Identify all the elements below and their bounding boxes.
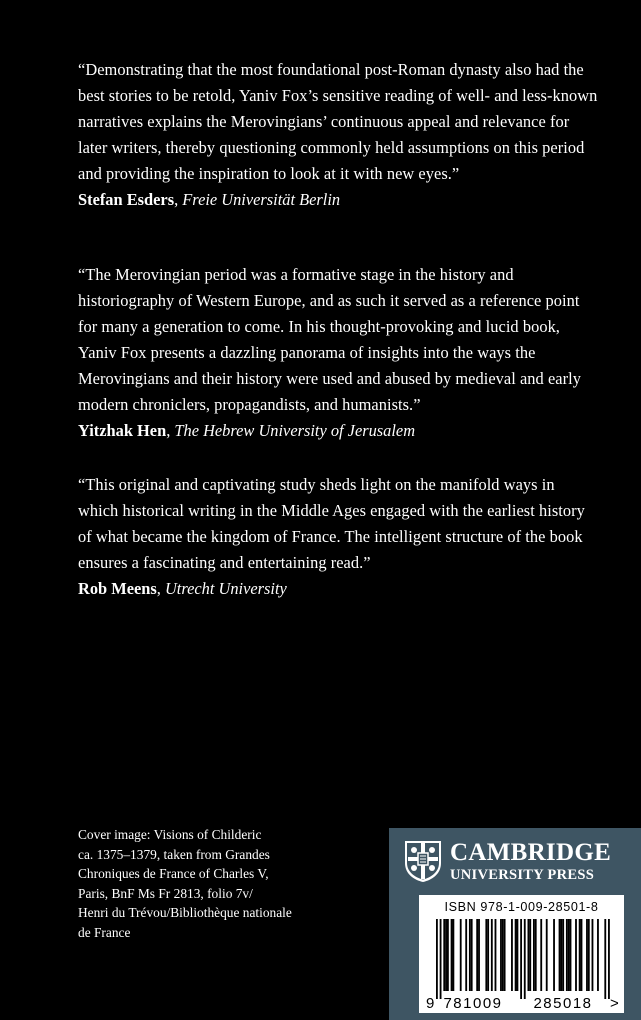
barcode-bar — [471, 919, 473, 991]
barcode-bar — [452, 919, 454, 991]
attribution — [78, 576, 598, 602]
barcode-left-digits: 781009 — [443, 995, 503, 1012]
barcode-bar — [592, 919, 594, 991]
cambridge-crest-icon — [403, 839, 443, 883]
credit-line: Paris, BnF Ms Fr 2813, folio 7v/ — [78, 885, 253, 901]
barcode-bar — [586, 919, 588, 991]
quote-text: “This original and captivating study sheds light on the manifold ways in which historical writing in the Middle Ages engaged with the earliest history of what became the kingdom of France. The intelligent structure of the book ensures a fascinating and entertaining read.” — [78, 475, 585, 572]
barcode-bar — [445, 919, 447, 991]
barcode-bar — [476, 919, 478, 991]
barcode-guard-bar — [524, 919, 526, 999]
attribution — [78, 418, 598, 444]
barcode-bar — [504, 919, 506, 991]
cover-image-credit — [78, 825, 323, 943]
barcode-bar — [495, 919, 497, 991]
attribution-institution: Freie Universität Berlin — [182, 190, 341, 209]
barcode-bar — [566, 919, 568, 991]
attribution — [78, 187, 598, 213]
barcode-bar — [451, 919, 453, 991]
barcode-bar — [500, 919, 502, 991]
attribution-separator: , — [156, 579, 165, 598]
credit-line: ca. 1375–1379, taken from Grandes — [78, 846, 270, 862]
quote-block-2 — [78, 262, 598, 444]
barcode-bar — [570, 919, 572, 991]
barcode-bar — [579, 919, 581, 991]
barcode-bar — [533, 919, 535, 991]
attribution-institution: Utrecht University — [164, 579, 287, 598]
isbn-label: ISBN 978-1-009-28501-8 — [444, 900, 599, 914]
barcode-guard-bar — [520, 919, 522, 999]
barcode — [419, 895, 624, 1013]
barcode-box — [419, 895, 624, 1013]
barcode-bar — [559, 919, 561, 991]
publisher-wordmark — [450, 839, 611, 884]
barcode-guard-bar — [604, 919, 606, 999]
barcode-bar — [560, 919, 562, 991]
attribution-institution: The Hebrew University of Jerusalem — [174, 421, 416, 440]
barcode-bar — [460, 919, 462, 991]
barcode-bar — [581, 919, 583, 991]
barcode-bar — [485, 919, 487, 991]
attribution-name: Rob Meens — [78, 579, 157, 598]
barcode-bar — [588, 919, 590, 991]
barcode-bar — [469, 919, 471, 991]
attribution-name: Stefan Esders — [78, 190, 175, 209]
publisher-logo — [403, 839, 611, 884]
barcode-guard-bar — [440, 919, 442, 999]
barcode-guard-bar — [608, 919, 610, 999]
barcode-bar — [540, 919, 542, 991]
barcode-bar — [528, 919, 530, 991]
barcode-bar — [487, 919, 489, 991]
attribution-separator: , — [166, 421, 175, 440]
barcode-bar — [491, 919, 493, 991]
barcode-right-digits: 285018 — [533, 995, 593, 1012]
barcode-bar — [478, 919, 480, 991]
attribution-separator: , — [174, 190, 183, 209]
publisher-name: CAMBRIDGE — [450, 839, 612, 866]
barcode-bar — [447, 919, 449, 991]
credit-line: Henri du Trévou/Bibliothèque nationale — [78, 905, 292, 921]
barcode-bar — [568, 919, 570, 991]
quote-block-3 — [78, 472, 598, 602]
barcode-bar — [443, 919, 445, 991]
barcode-bar — [529, 919, 531, 991]
barcode-bar — [511, 919, 513, 991]
barcode-bars — [436, 919, 610, 999]
quote-block-1 — [78, 57, 598, 213]
publisher-panel — [389, 828, 641, 1020]
barcode-bar — [517, 919, 519, 991]
barcode-bar — [575, 919, 577, 991]
attribution-name: Yitzhak Hen — [78, 421, 167, 440]
quote-text: “Demonstrating that the most foundational post-Roman dynasty also had the best stories to be retold, Yaniv Fox’s sensitive reading of well- and less-known narratives explains the Merovingians’ continuous appeal and relevance for later writers, thereby questioning commonly held assumptions on this period and providing the inspiration to look at it with new eyes.” — [78, 60, 598, 183]
publisher-subname: UNIVERSITY PRESS — [450, 867, 595, 883]
barcode-bar — [553, 919, 555, 991]
barcode-bar — [597, 919, 599, 991]
barcode-guard-bar — [436, 919, 438, 999]
barcode-first-digit: 9 — [426, 995, 435, 1012]
credit-line: Chroniques de France of Charles V, — [78, 866, 269, 882]
barcode-bar — [562, 919, 564, 991]
barcode-bar — [502, 919, 504, 991]
barcode-bar — [465, 919, 467, 991]
barcode-bar — [546, 919, 548, 991]
barcode-bar — [535, 919, 537, 991]
credit-line: de France — [78, 924, 131, 940]
quote-text: “The Merovingian period was a formative stage in the history and historiography of Western Europe, and as such it served as a reference point for many a generation to come. In his thought-provoking and lucid book, Yaniv Fox presents a dazzling panorama of insights into the ways the Merovingians and their history were used and abused by medieval and early modern chroniclers, propagandists, and humanists.” — [78, 265, 581, 414]
barcode-quiet-mark: > — [610, 995, 619, 1012]
credit-line: Cover image: Visions of Childeric — [78, 827, 262, 842]
barcode-bar — [515, 919, 517, 991]
